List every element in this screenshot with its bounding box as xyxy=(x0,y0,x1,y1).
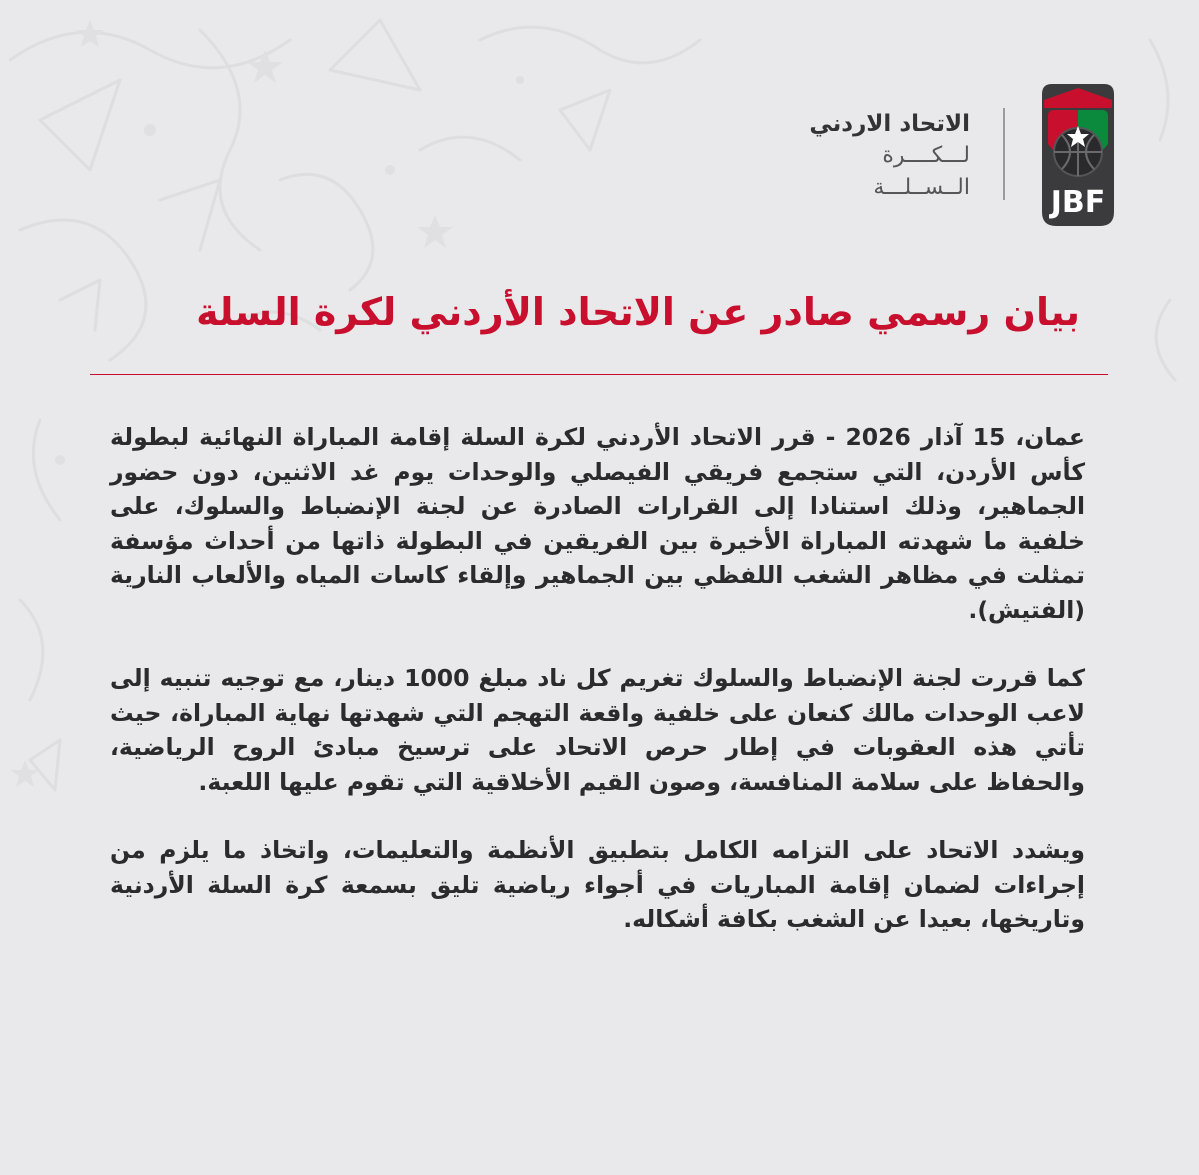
badge-text: JBF xyxy=(1050,185,1106,220)
statement-paragraph-1: عمان، 15 آذار 2026 - قرر الاتحاد الأردني لكرة السلة إقامة المباراة النهائية لبطولة كأس الأردن، التي ستجمع فريقي الفيصلي والوحدات يوم غد الاثنين، دون حضور الجماهير، وذلك استنادا إلى القرارات الصادرة عن لجنة الإنضباط والسلوك، على خلفية ما شهدته المباراة الأخيرة بين الفريقين في البطولة ذاتها من أحداث مؤسفة تمثلت في مظاهر الشغب اللفظي بين الجماهير وإلقاء كاسات المياه والألعاب النارية (الفتيش). xyxy=(110,423,1085,624)
logo-divider xyxy=(1003,108,1005,200)
statement-title: بيان رسمي صادر عن الاتحاد الأردني لكرة السلة xyxy=(196,290,1080,334)
federation-name-line2: لـــكــــرة xyxy=(882,143,970,168)
title-divider xyxy=(90,374,1108,375)
statement-paragraph-2: كما قررت لجنة الإنضباط والسلوك تغريم كل ناد مبلغ 1000 دينار، مع توجيه تنبيه إلى لاعب الوحدات مالك كنعان على خلفية واقعة التهجم التي شهدتها نهاية المباراة، حيث تأتي هذه العقوبات في إطار حرص الاتحاد على ترسيخ مبادئ الروح الرياضية، والحفاظ على سلامة المنافسة، وصون القيم الأخلاقية التي تقوم عليها اللعبة. xyxy=(110,664,1085,796)
statement-body xyxy=(110,420,1085,971)
federation-name-line3: الــســلـــة xyxy=(873,175,970,200)
federation-logo xyxy=(800,78,1130,233)
jbf-badge-icon xyxy=(1034,80,1122,230)
federation-name xyxy=(809,108,970,204)
federation-name-line1: الاتحاد الاردني xyxy=(809,111,970,137)
statement-paragraph-3: ويشدد الاتحاد على التزامه الكامل بتطبيق الأنظمة والتعليمات، واتخاذ ما يلزم من إجراءات لضمان إقامة المباريات في أجواء رياضية تليق بسمعة كرة السلة الأردنية وتاريخها، بعيدا عن الشغب بكافة أشكاله. xyxy=(110,836,1085,933)
